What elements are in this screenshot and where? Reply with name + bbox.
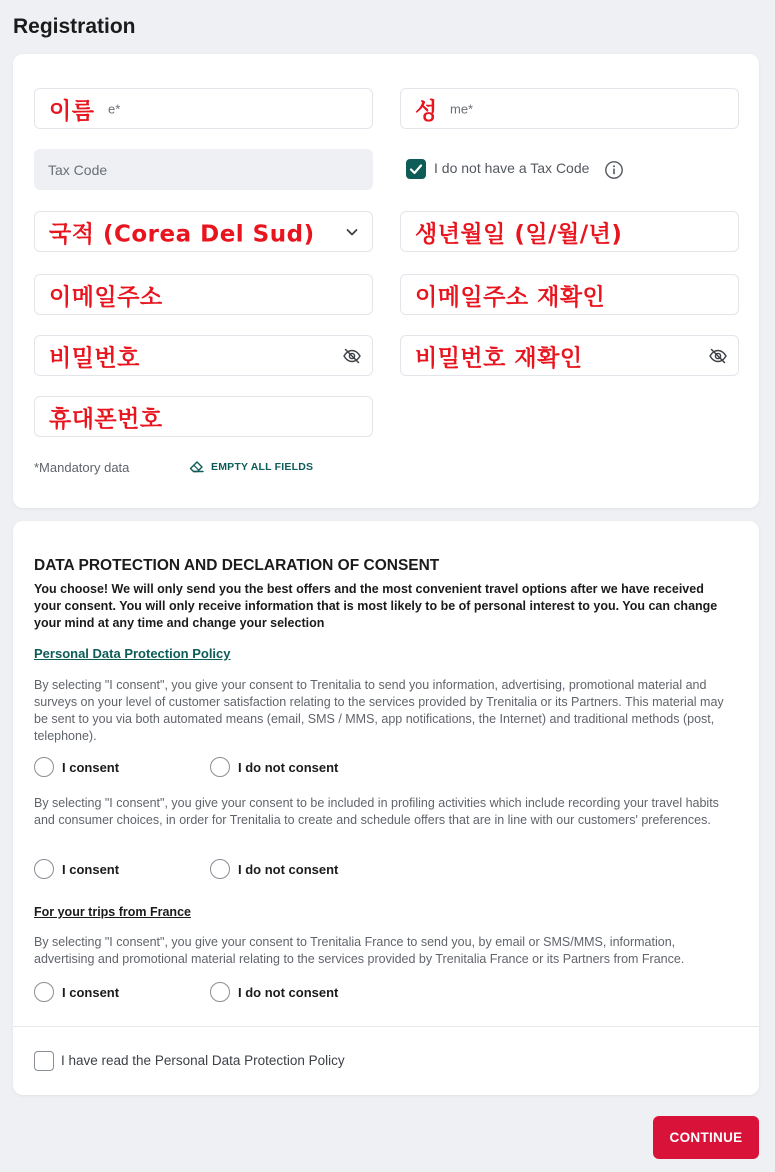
eraser-icon <box>188 458 205 475</box>
birth-date-field[interactable] <box>400 211 739 252</box>
radio-button[interactable] <box>34 982 54 1002</box>
consent-paragraph-marketing: By selecting "I consent", you give your consent to Trenitalia to send you information, advertising, promotional material and surveys on your level of customer satisfaction relating to the services provided by Trenitalia or its Partners. This material may be sent to you via both automated means (email, SMS / MMS, app notifications, the Internet) and traditional methods (post, telephone). <box>34 678 724 743</box>
radio-label: I do not consent <box>238 759 339 775</box>
birth-date-overlay-label: 생년월일 (일/월/년) <box>415 215 628 248</box>
divider <box>13 1026 759 1027</box>
last-name-placeholder: me* <box>450 101 474 116</box>
info-icon[interactable] <box>604 160 624 180</box>
radio-button[interactable] <box>210 859 230 879</box>
consent-profiling-no[interactable] <box>210 859 338 879</box>
radio-button[interactable] <box>210 757 230 777</box>
radio-label: I consent <box>62 861 120 877</box>
email-field[interactable] <box>34 274 373 315</box>
consent-paragraph-profiling: By selecting "I consent", you give your consent to be included in profiling activities which include recording your travel habits and consumer choices, in order for Trenitalia to create and schedule offers that are in line with our customers' preferences. <box>34 796 719 827</box>
password-overlay-label: 비밀번호 <box>49 339 146 372</box>
radio-label: I do not consent <box>238 861 339 877</box>
consent-intro: You choose! We will only send you the best offers and the most convenient travel options after we have received your consent. You will only receive information that is most likely to be of personal interest to you. You can change your mind at any time and change your selection <box>34 582 718 630</box>
check-icon <box>406 159 426 179</box>
password-confirm-field[interactable] <box>400 335 739 376</box>
consent-marketing-no[interactable] <box>210 757 338 777</box>
consent-section-title: DATA PROTECTION AND DECLARATION OF CONSENT <box>34 557 440 574</box>
last-name-overlay-label: 성 <box>415 92 444 125</box>
consent-radio-group-marketing <box>34 757 338 777</box>
email-overlay-label: 이메일주소 <box>49 278 169 311</box>
eye-off-icon[interactable] <box>342 346 362 366</box>
tax-code-placeholder: Tax Code <box>48 161 108 178</box>
first-name-overlay-label: 이름 <box>49 92 100 125</box>
nationality-overlay-label: 국적 (Corea Del Sud) <box>49 215 321 248</box>
consent-radio-group-france <box>34 982 338 1002</box>
nationality-select[interactable] <box>34 211 373 252</box>
no-tax-code-checkbox[interactable] <box>406 159 426 179</box>
password-confirm-overlay-label: 비밀번호 재확인 <box>415 339 589 372</box>
page-title: Registration <box>13 15 136 38</box>
radio-label: I consent <box>62 759 120 775</box>
password-field[interactable] <box>34 335 373 376</box>
eye-off-icon[interactable] <box>708 346 728 366</box>
consent-france-yes[interactable] <box>34 982 210 1002</box>
read-policy-checkbox[interactable] <box>34 1051 54 1071</box>
france-section-title: For your trips from France <box>34 905 191 919</box>
consent-paragraph-france: By selecting "I consent", you give your consent to Trenitalia France to send you, by email or SMS/MMS, information, advertising and promotional material relating to the services provided by Trenitalia France or its Partners from France. <box>34 935 685 966</box>
personal-data-card <box>13 54 759 508</box>
read-policy-label: I have read the Personal Data Protection Policy <box>61 1053 345 1068</box>
consent-card <box>13 521 759 1095</box>
first-name-placeholder: e* <box>108 101 121 116</box>
radio-button[interactable] <box>34 859 54 879</box>
empty-all-fields-label: EMPTY ALL FIELDS <box>211 460 314 473</box>
consent-profiling-yes[interactable] <box>34 859 210 879</box>
empty-all-fields-button[interactable] <box>188 458 313 475</box>
last-name-field[interactable] <box>400 88 739 129</box>
radio-label: I consent <box>62 984 120 1000</box>
phone-field[interactable] <box>34 396 373 437</box>
consent-marketing-yes[interactable] <box>34 757 210 777</box>
email-confirm-overlay-label: 이메일주소 재확인 <box>415 278 611 311</box>
consent-france-no[interactable] <box>210 982 338 1002</box>
email-confirm-field[interactable] <box>400 274 739 315</box>
first-name-field[interactable] <box>34 88 373 129</box>
consent-radio-group-profiling <box>34 859 338 879</box>
radio-button[interactable] <box>34 757 54 777</box>
radio-button[interactable] <box>210 982 230 1002</box>
continue-button[interactable]: CONTINUE <box>653 1116 759 1159</box>
no-tax-code-label: I do not have a Tax Code <box>434 160 590 176</box>
chevron-down-icon <box>344 224 360 240</box>
mandatory-note: *Mandatory data <box>34 460 130 475</box>
privacy-policy-link[interactable]: Personal Data Protection Policy <box>34 646 231 661</box>
tax-code-field[interactable] <box>34 149 373 190</box>
phone-overlay-label: 휴대폰번호 <box>49 400 169 433</box>
radio-label: I do not consent <box>238 984 339 1000</box>
